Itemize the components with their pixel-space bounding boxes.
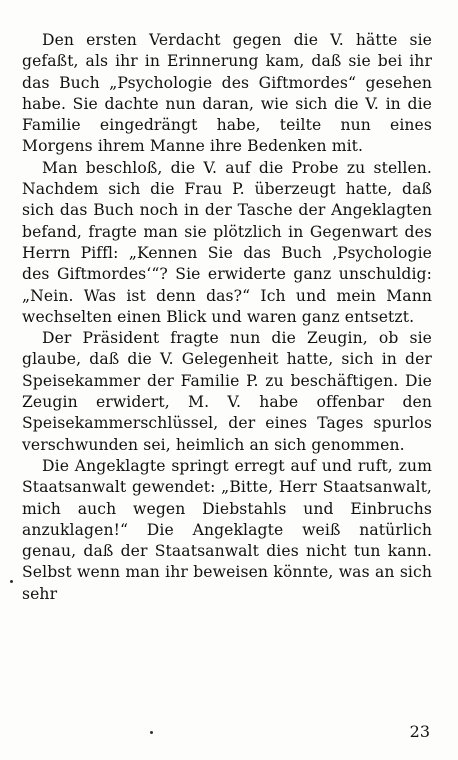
print-speck-icon <box>10 580 13 583</box>
paragraph-1: Den ersten Verdacht gegen die V. hätte sie gefaßt, als ihr in Erinnerung kam, daß sie bei ihr das Buch „Psychologie des Giftmordes“ gesehen habe. Sie dachte nun daran, wie sich die V. in die Familie eingedrängt habe, teilte nun eines Morgens ihrem Manne ihre Bedenken mit. <box>22 31 432 156</box>
body-text <box>22 30 432 605</box>
paragraph-4: Die Angeklagte springt erregt auf und ruft, zum Staatsanwalt gewendet: „Bitte, Herr Staatsanwalt, mich auch wegen Diebstahls und Einbruchs anzuklagen!“ Die Angeklagte weiß natürlich genau, daß der Staatsanwalt dies nicht tun kann. Selbst wenn man ihr beweisen könnte, was an sich sehr <box>22 456 432 603</box>
paragraph-3: Der Präsident fragte nun die Zeugin, ob sie glaube, daß die V. Gelegenheit hatte, sich in der Speisekammer der Familie P. zu beschäftigen. Die Zeugin erwidert, M. V. habe offenbar den Speisekammerschlüssel, der eines Tages spurlos verschwunden sei, heimlich an sich genommen. <box>22 329 432 454</box>
print-speck-icon <box>150 731 153 734</box>
page-number: 23 <box>409 722 430 741</box>
paragraph-2: Man beschloß, die V. auf die Probe zu stellen. Nachdem sich die Frau P. überzeugt hatte, daß sich das Buch noch in der Tasche der Angeklagten befand, fragte man sie plötzlich in Gegenwart des Herrn Piffl: „Kennen Sie das Buch ‚Psychologie des Giftmordes‘“? Sie erwiderte ganz unschuldig: „Nein. Was ist denn das?“ Ich und mein Mann wechselten einen Blick und waren ganz entsetzt. <box>22 158 432 326</box>
